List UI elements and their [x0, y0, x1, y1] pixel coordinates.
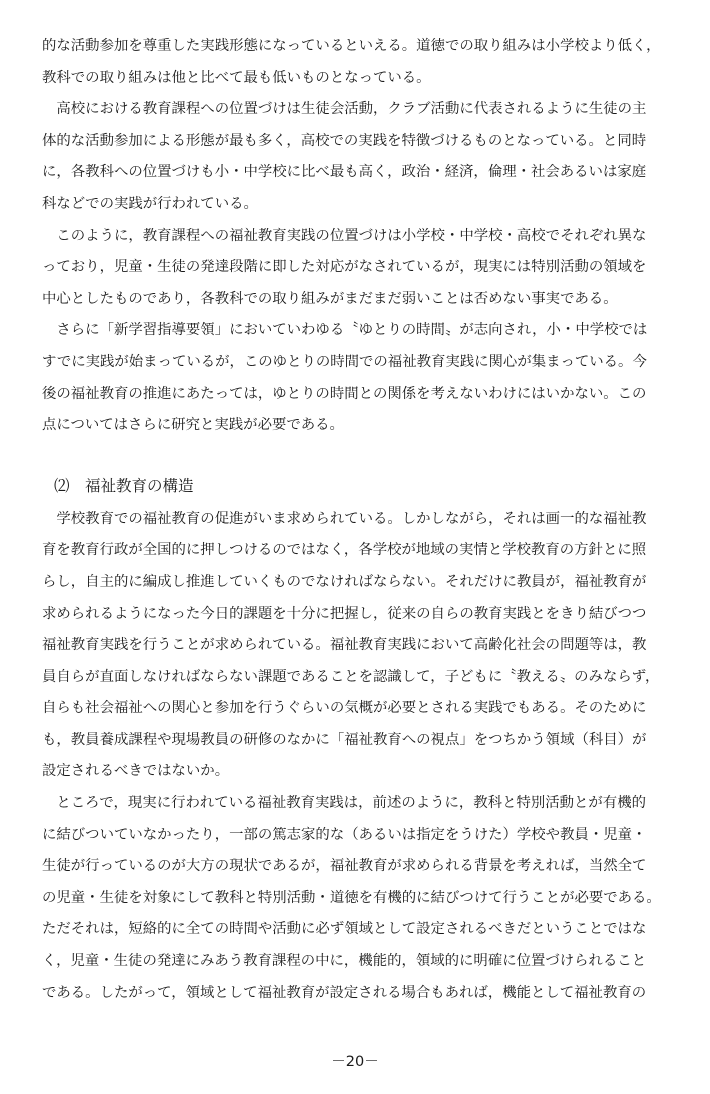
- text-line: の児童・生徒を対象にして教科と特別活動・道徳を有機的に結びつけて行うことが必要である。: [42, 889, 661, 906]
- text-line: 体的な活動参加による形態が最も多く，高校での実践を特徴づけるものとなっている。と同時: [42, 132, 647, 149]
- text-line: ところで，現実に行われている福祉教育実践は，前述のように，教科と特別活動とが有機的: [42, 795, 646, 812]
- text-line: も，教員養成課程や現場教員の研修のなかに「福祉教育への視点」をつちかう領域（科目）が: [42, 731, 647, 748]
- text-line: 高校における教育課程への位置づけは生徒会活動，クラブ活動に代表されるように生徒の主: [42, 101, 647, 118]
- text-line: 学校教育での福祉教育の促進がいま求められている。しかしながら，それは画一的な福祉教: [42, 510, 647, 527]
- text-line: く，児童・生徒の発達にみあう教育課程の中に，機能的，領域的に明確に位置づけられること: [42, 953, 647, 970]
- text-line: 後の福祉教育の推進にあたっては，ゆとりの時間との関係を考えないわけにはいかない。この: [42, 385, 647, 402]
- page-number: －20－: [331, 1054, 379, 1070]
- paragraphs-before-heading: [42, 31, 670, 442]
- text-line: 自らも社会福祉への関心と参加を行うぐらいの気概が必要とされる実践でもある。そのために: [42, 700, 647, 717]
- text-line: 員自らが直面しなければならない課題であることを認識して，子どもに〝教える〟のみならず，: [42, 668, 660, 685]
- section-gap: [42, 442, 670, 468]
- text-line: 福祉教育実践を行うことが求められている。福祉教育実践において高齢化社会の問題等は，教: [42, 637, 647, 654]
- text-line: らし，自主的に編成し推進していくものでなければならない。それだけに教員が，福祉教育が: [42, 573, 647, 590]
- text-line: 育を教育行政が全国的に押しつけるのではなく，各学校が地域の実情と学校教育の方針とに照: [42, 542, 647, 559]
- text-line: に結びついていなかったり，一部の篤志家的な（あるいは指定をうけた）学校や教員・児童・: [42, 826, 647, 843]
- body-text: [42, 31, 670, 1009]
- text-line: である。したがって，領域として福祉教育が設定される場合もあれば，機能として福祉教育の: [42, 984, 647, 1001]
- text-line: 設定されるべきではないか。: [42, 763, 230, 780]
- text-line: 科などでの実践が行われている。: [42, 195, 258, 212]
- text-line: 的な活動参加を尊重した実践形態になっているといえる。道徳での取り組みは小学校より低く，: [42, 38, 661, 54]
- text-line: 中心としたものであり，各教科での取り組みがまだまだ弱いことは否めない事実である。: [42, 290, 618, 307]
- section-heading: ⑵ 福祉教育の構造: [54, 476, 194, 495]
- text-line: 生徒が行っているのが大方の現状であるが，福祉教育が求められる背景を考えれば，当然全て: [42, 858, 647, 875]
- text-line: すでに実践が始まっているが，このゆとりの時間での福祉教育実践に関心が集まっている。今: [42, 353, 647, 370]
- text-line: 点についてはさらに研究と実践が必要である。: [42, 417, 344, 434]
- text-line: このように，教育課程への福祉教育実践の位置づけは小学校・中学校・高校でそれぞれ異な: [42, 227, 647, 244]
- text-line: さらに「新学習指導要領」においていわゆる〝ゆとりの時間〟が志向され，小・中学校では: [42, 322, 648, 339]
- text-line: ただそれは，短絡的に全ての時間や活動に必ず領域として設定されるべきだということではな: [42, 921, 647, 938]
- text-line: っており，児童・生徒の発達段階に即した対応がなされているが，現実には特別活動の領域を: [42, 259, 647, 276]
- text-line: 求められるようになった今日的課題を十分に把握し，従来の自らの教育実践とをきり結びつつ: [42, 605, 647, 622]
- paragraphs-after-heading: [42, 504, 670, 1010]
- text-line: 教科での取り組みは他と比べて最も低いものとなっている。: [42, 69, 431, 86]
- text-line: に，各教科への位置づけも小・中学校に比べ最も高く，政治・経済，倫理・社会あるいは家庭: [42, 164, 647, 181]
